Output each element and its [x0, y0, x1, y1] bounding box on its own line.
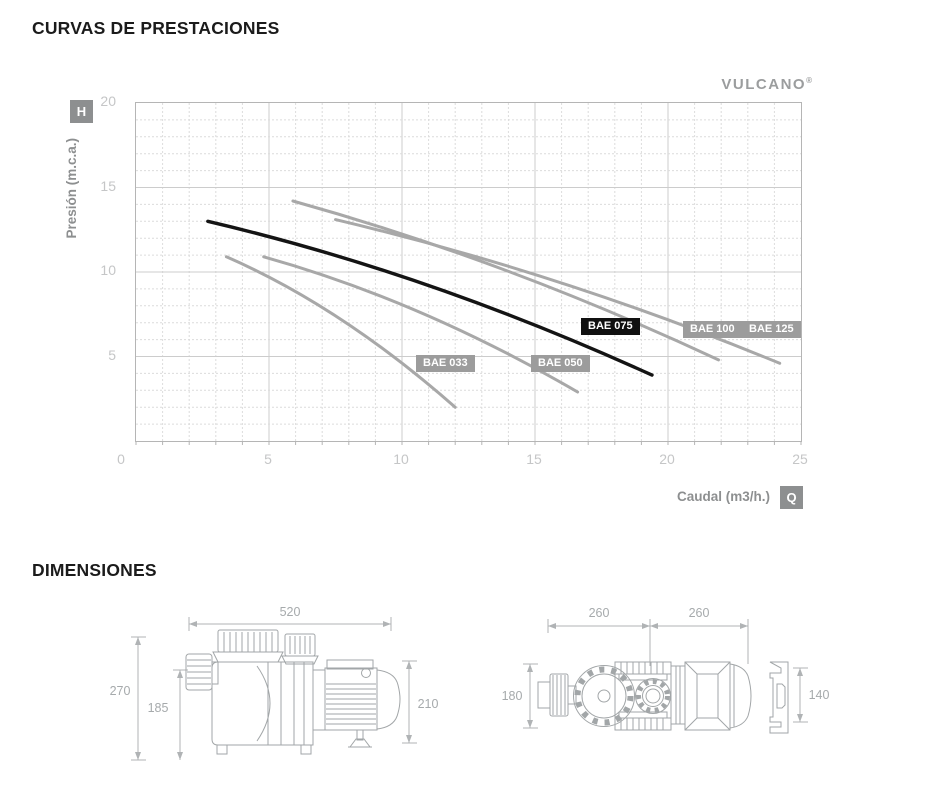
dim-label-210: 210: [417, 697, 439, 711]
x-axis-badge-q: Q: [780, 486, 803, 509]
dim-label-180: 180: [501, 689, 523, 703]
pump-side-view-lines: [186, 630, 400, 754]
x-tick-0: 0: [117, 451, 125, 467]
curves-section-title: CURVAS DE PRESTACIONES: [32, 18, 280, 38]
curve-label-bae-075: BAE 075: [581, 318, 640, 335]
y-axis-title: Presión (m.c.a.): [64, 138, 79, 239]
y-tick-10: 10: [100, 262, 116, 278]
pump-top-view-lines: [538, 662, 788, 733]
chart-curves: [136, 103, 801, 441]
dim-label-185: 185: [147, 701, 169, 715]
curve-label-bae-033: BAE 033: [416, 355, 475, 372]
curve-label-bae-050: BAE 050: [531, 355, 590, 372]
dim-label-260-left: 260: [588, 606, 610, 620]
brand-logo: [640, 76, 812, 93]
dimensions-section-title: DIMENSIONES: [32, 560, 157, 580]
x-tick-20: 20: [659, 451, 675, 467]
y-tick-20: 20: [100, 93, 116, 109]
curve-label-bae-125: BAE 125: [742, 321, 801, 338]
pump-top-view-drawing: [500, 600, 850, 790]
curve-label-bae-100: BAE 100: [683, 321, 742, 338]
x-axis-title: Caudal (m3/h.): [676, 489, 770, 504]
x-tick-10: 10: [393, 451, 409, 467]
x-tick-15: 15: [526, 451, 542, 467]
dim-label-260-right: 260: [688, 606, 710, 620]
y-tick-5: 5: [108, 346, 116, 363]
dim-label-520: 520: [279, 605, 301, 619]
brand-name: VULCANO: [721, 76, 807, 93]
x-tick-5: 5: [264, 451, 272, 467]
registered-mark: ®: [806, 76, 812, 85]
dim-label-270: 270: [109, 684, 131, 698]
curve-bae-033: [226, 257, 455, 407]
pump-side-view-drawing: [105, 600, 445, 790]
y-axis-badge-h: H: [70, 100, 93, 123]
x-tick-25: 25: [792, 451, 808, 467]
dim-label-140: 140: [808, 688, 830, 702]
y-tick-15: 15: [100, 177, 116, 194]
performance-chart-plot-area: [135, 102, 802, 442]
